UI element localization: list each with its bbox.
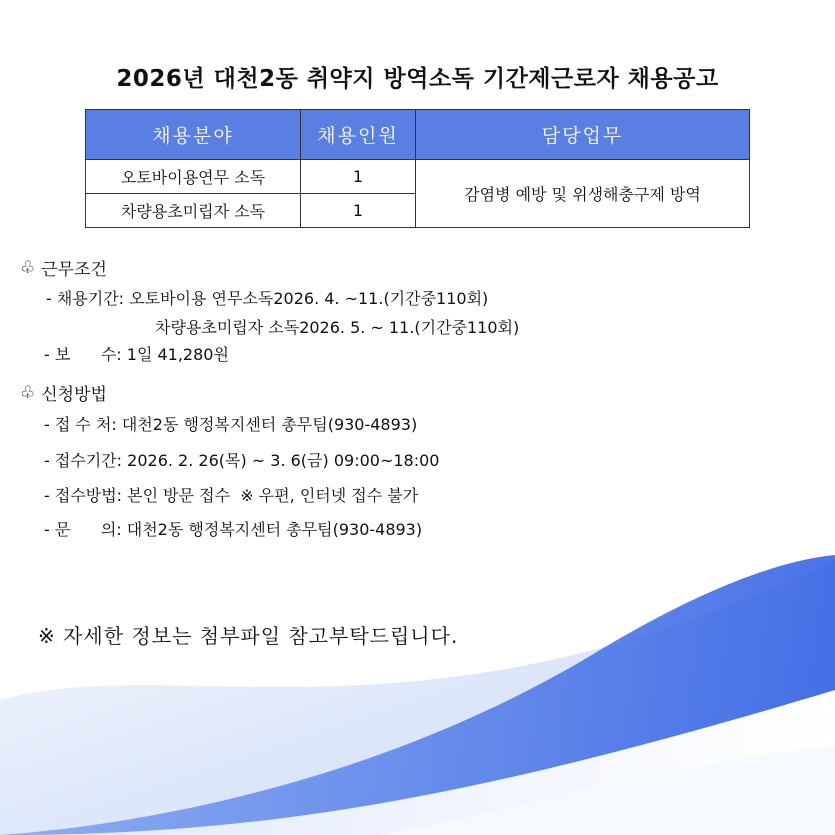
row-count: 1	[301, 160, 416, 194]
application-line: - 접수기간: 2026. 2. 26(목) ~ 3. 6(금) 09:00~18:00	[44, 451, 440, 470]
page-title: 2026년 대천2동 취약지 방역소독 기간제근로자 채용공고	[116, 66, 719, 92]
application-line: - 접 수 처: 대천2동 행정복지센터 총무팀(930-4893)	[44, 415, 418, 434]
header-count: 채용인원	[301, 110, 416, 160]
header-duty: 담당업무	[416, 110, 750, 160]
clover-icon: ♧	[20, 257, 36, 278]
row-field: 차량용초미립자 소독	[86, 194, 301, 228]
row-field: 오토바이용연무 소독	[86, 160, 301, 194]
duty-cell: 감염병 예방 및 위생해충구제 방역	[416, 160, 750, 228]
application-line: - 문 의: 대천2동 행정복지센터 총무팀(930-4893)	[44, 520, 423, 539]
header-field: 채용분야	[86, 110, 301, 160]
recruitment-table	[85, 109, 750, 228]
row-count: 1	[301, 194, 416, 228]
application-line: - 접수방법: 본인 방문 접수 ※ 우편, 인터넷 접수 불가	[44, 486, 419, 505]
table-row	[86, 160, 750, 194]
table-header-row	[86, 110, 750, 160]
application-heading-text: 신청방법	[41, 385, 107, 405]
clover-icon: ♧	[20, 382, 36, 403]
pay-line: - 보 수: 1일 41,280원	[44, 345, 229, 364]
attachment-notice: ※ 자세한 정보는 첨부파일 참고부탁드립니다.	[38, 624, 459, 648]
conditions-heading	[20, 255, 107, 280]
conditions-heading-text: 근무조건	[41, 260, 107, 280]
period-line-2: 차량용초미립자 소독2026. 5. ~ 11.(기간중110회)	[155, 318, 520, 337]
application-heading	[20, 380, 107, 405]
period-line-1: - 채용기간: 오토바이용 연무소독2026. 4. ~11.(기간중110회)	[46, 289, 489, 308]
